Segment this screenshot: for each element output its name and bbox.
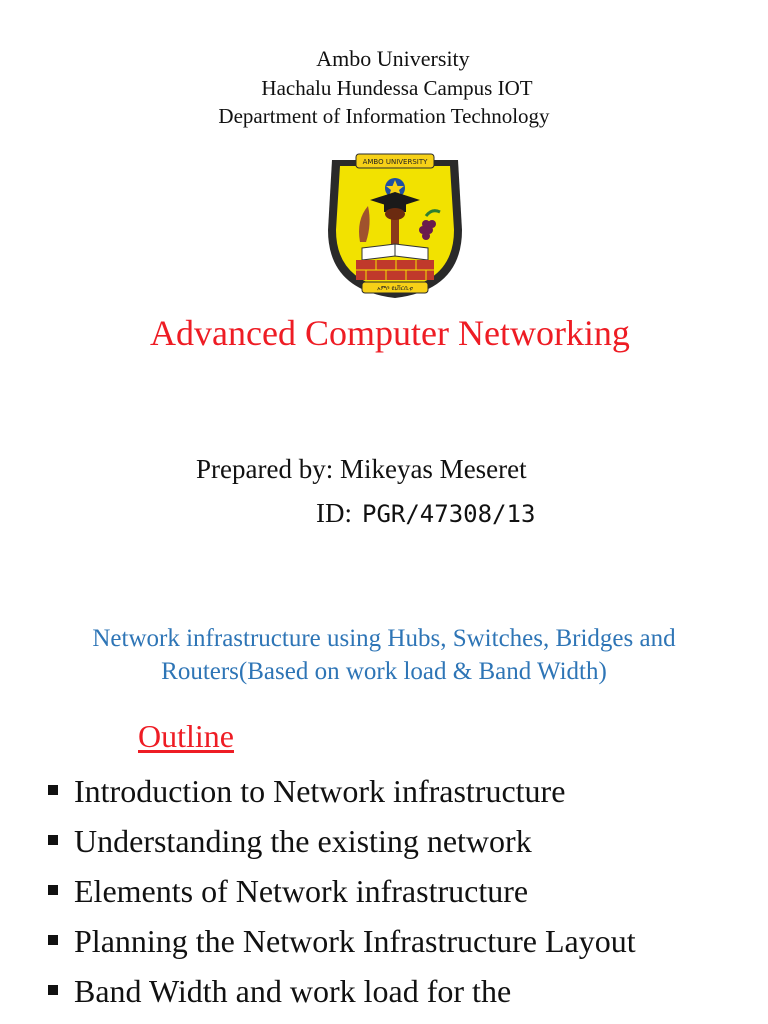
prepared-by-label: Prepared by: (196, 454, 334, 484)
university-logo (322, 150, 468, 300)
outline-item-text: Elements of Network infrastructure (74, 873, 529, 909)
outline-item-text: Band Width and work load for the (74, 973, 512, 1009)
outline-heading: Outline (138, 718, 234, 754)
topic-line-2: Routers(Based on work load & Band Width) (161, 658, 607, 685)
topic-subtitle (30, 622, 738, 688)
university-name: Ambo University (316, 46, 470, 71)
outline-item (0, 816, 768, 866)
department-name: Department of Information Technology (218, 104, 550, 128)
square-bullet-icon (48, 885, 58, 895)
id-label: ID: (316, 498, 352, 528)
author-name: Mikeyas Meseret (339, 454, 527, 484)
outline-list (0, 766, 768, 1016)
square-bullet-icon (48, 985, 58, 995)
logo-top-text: AMBO UNIVERSITY (362, 158, 428, 166)
square-bullet-icon (48, 935, 58, 945)
topic-line-1: Network infrastructure using Hubs, Switches, Bridges and (92, 625, 676, 652)
campus-name: Hachalu Hundessa Campus IOT (261, 76, 533, 100)
logo-bottom-text: አምቦ ዩኒቨርሲቲ (377, 285, 413, 292)
outline-item (0, 916, 768, 966)
prepared-by (196, 454, 527, 485)
id-value: PGR/47308/13 (362, 500, 536, 528)
outline-item-text: Introduction to Network infrastructure (74, 773, 566, 809)
course-title: Advanced Computer Networking (150, 313, 630, 353)
square-bullet-icon (48, 785, 58, 795)
outline-item (0, 766, 768, 816)
student-id (316, 498, 535, 529)
square-bullet-icon (48, 835, 58, 845)
outline-item (0, 866, 768, 916)
outline-item-text: Understanding the existing network (74, 823, 532, 859)
logo-brick-wall (356, 260, 434, 280)
outline-item (0, 966, 768, 1016)
outline-item-text: Planning the Network Infrastructure Layout (74, 923, 636, 959)
